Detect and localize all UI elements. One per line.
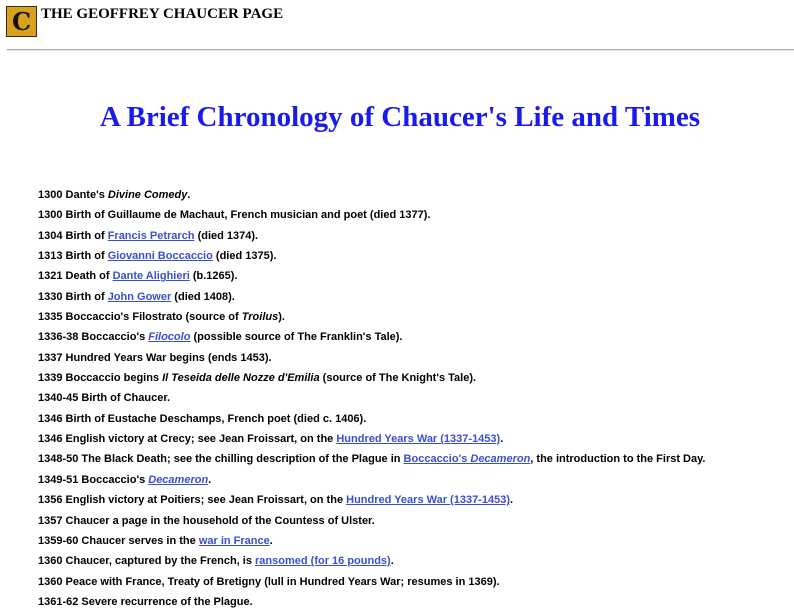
entry-text: 1357 Chaucer a page in the household of the Countess of Ulster. — [38, 514, 375, 527]
entry-text: 1346 English victory at Crecy; see Jean Froissart, on the — [38, 433, 337, 446]
chronology-list — [38, 185, 705, 612]
entry-text: (b.1265). — [189, 270, 238, 283]
entry-text: 1337 Hundred Years War begins (ends 1453). — [38, 351, 272, 364]
entry-text: 1300 Birth of Guillaume de Machaut, French musician and poet (died 1377). — [38, 209, 431, 222]
entry-link[interactable]: war in France — [198, 534, 270, 547]
entry-link[interactable]: Boccaccio's — [403, 453, 471, 466]
entry-link[interactable]: Hundred Years War (1337-1453) — [346, 494, 510, 507]
entry-link[interactable]: John Gower — [107, 290, 172, 303]
chronology-entry — [38, 185, 705, 205]
entry-link[interactable]: Decameron — [148, 473, 209, 486]
entry-text: 1361-62 Severe recurrence of the Plague. — [38, 595, 253, 608]
page-title: A Brief Chronology of Chaucer's Life and Times — [99, 101, 701, 133]
entry-text: 1335 Boccaccio's Filostrato (source of — [38, 311, 242, 324]
chronology-entry — [38, 592, 705, 612]
entry-text: (possible source of The Franklin's Tale). — [190, 331, 403, 344]
horizontal-divider — [7, 49, 794, 51]
chronology-entry — [38, 490, 705, 510]
chronology-entry — [38, 307, 705, 327]
entry-link[interactable]: Giovanni Boccaccio — [107, 250, 213, 263]
entry-text: 1330 Birth of — [38, 290, 108, 303]
entry-italic-title: Il Teseida delle Nozze d'Emilia — [162, 372, 320, 385]
chronology-entry — [38, 348, 705, 368]
entry-text: . — [187, 189, 191, 201]
chronology-entry — [38, 287, 705, 307]
entry-text: 1349-51 Boccaccio's — [38, 473, 149, 486]
entry-text: 1321 Death of — [38, 270, 113, 283]
chronology-entry — [38, 327, 705, 347]
chronology-entry — [38, 266, 705, 286]
entry-text: 1340-45 Birth of Chaucer. — [38, 392, 171, 405]
entry-text: . — [509, 494, 514, 507]
chronology-entry — [38, 388, 705, 408]
entry-link[interactable]: Hundred Years War (1337-1453) — [336, 433, 501, 446]
entry-italic-title: Divine Comedy — [107, 189, 188, 201]
entry-text: (died 1375). — [212, 250, 277, 263]
entry-text: 1360 Chaucer, captured by the French, is — [38, 555, 256, 568]
chronology-entry — [38, 368, 705, 388]
entry-text: . — [208, 473, 212, 486]
entry-italic-title: Troilus — [241, 311, 279, 324]
logo-letter: C — [11, 6, 32, 36]
entry-text: 1346 Birth of Eustache Deschamps, French poet (died c. 1406). — [38, 412, 367, 425]
chronology-entry — [38, 429, 705, 449]
chronology-entry — [38, 470, 705, 490]
site-title[interactable]: THE GEOFFREY CHAUCER PAGE — [41, 6, 284, 22]
chaucer-logo-icon[interactable] — [6, 6, 37, 37]
chronology-entry — [38, 551, 705, 571]
entry-text: 1359-60 Chaucer serves in the — [38, 534, 199, 547]
chronology-entry — [38, 531, 705, 551]
entry-text: 1336-38 Boccaccio's — [38, 331, 149, 344]
entry-text: 1313 Birth of — [38, 250, 108, 263]
entry-text: ). — [278, 311, 285, 324]
chronology-entry — [38, 572, 705, 592]
entry-text: 1356 English victory at Poitiers; see Jean Froissart, on the — [38, 494, 347, 507]
entry-text: 1339 Boccaccio begins — [38, 372, 163, 385]
entry-text: . — [390, 555, 394, 568]
entry-text: 1300 Dante's — [38, 189, 108, 201]
entry-text: 1304 Birth of — [38, 229, 108, 242]
entry-link[interactable]: Francis Petrarch — [107, 229, 195, 242]
chronology-entry — [38, 449, 705, 469]
entry-text: . — [500, 433, 504, 446]
chronology-entry — [38, 409, 705, 429]
entry-text: . — [269, 534, 273, 547]
entry-text: , the introduction to the First Day. — [530, 453, 706, 466]
chronology-entry — [38, 511, 705, 531]
chronology-entry — [38, 205, 705, 225]
chronology-entry — [38, 246, 705, 266]
entry-link[interactable]: Decameron — [470, 453, 531, 466]
entry-text: 1348-50 The Black Death; see the chilling description of the Plague in — [38, 453, 404, 466]
entry-text: (died 1374). — [194, 229, 259, 242]
entry-text: (died 1408). — [171, 290, 235, 303]
entry-text: (source of The Knight's Tale). — [319, 372, 477, 385]
entry-link[interactable]: Filocolo — [148, 331, 191, 344]
entry-link[interactable]: ransomed (for 16 pounds) — [255, 555, 391, 568]
entry-link[interactable]: Dante Alighieri — [112, 270, 190, 283]
chronology-entry — [38, 226, 705, 246]
entry-text: 1360 Peace with France, Treaty of Bretigny (lull in Hundred Years War; resumes in 1369). — [38, 575, 500, 588]
